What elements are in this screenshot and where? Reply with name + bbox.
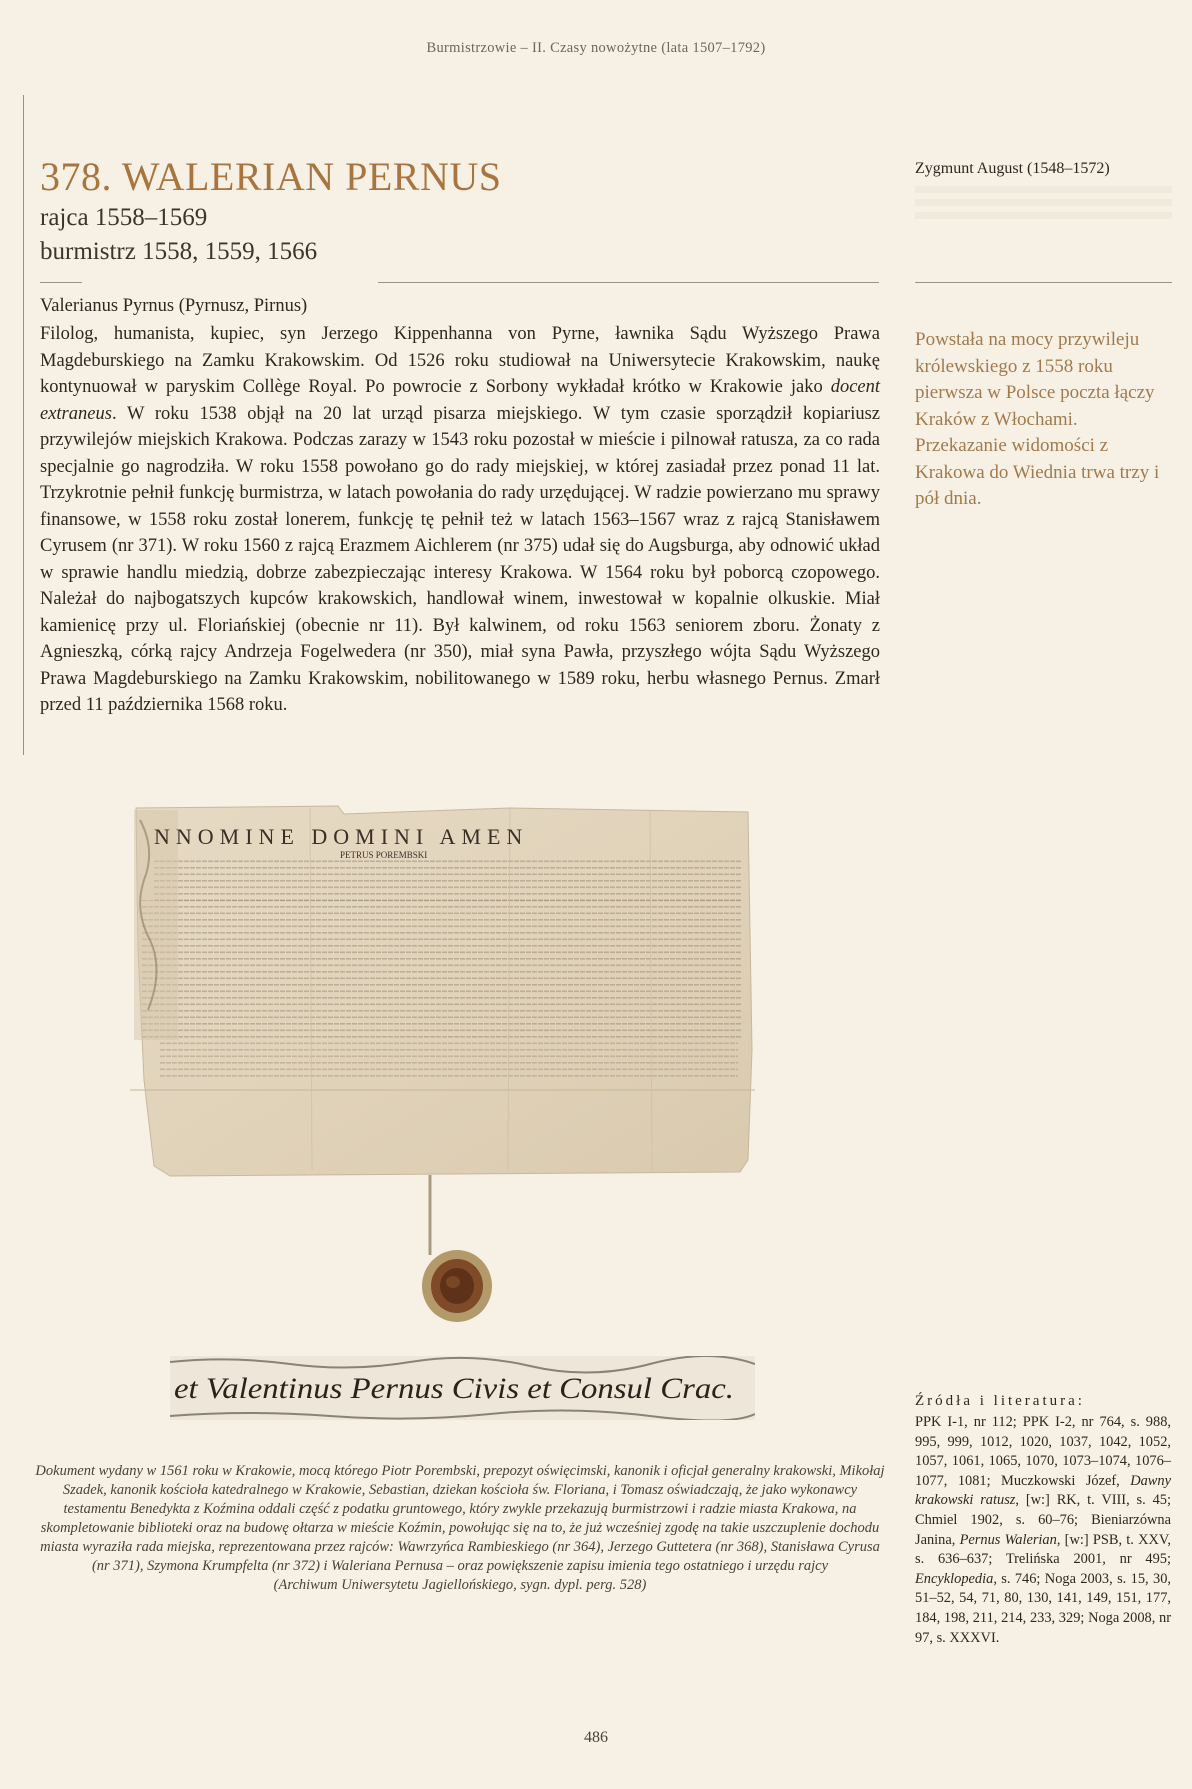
document-heading-text: NNOMINE DOMINI AMEN xyxy=(154,824,529,849)
page-number: 486 xyxy=(584,1729,608,1746)
role-councillor: rajca 1558–1569 xyxy=(40,204,208,231)
sources-part-2: , [w:] RK, t. VIII, s. 45; Chmiel 1902, s. 60–76; Bieniarzówna Janina, xyxy=(915,1492,1171,1548)
running-header: Burmistrzowie – II. Czasy nowożytne (lata 1507–1792) xyxy=(426,40,766,56)
vertical-rule xyxy=(23,95,24,755)
parchment-document-image xyxy=(130,800,755,1265)
sources-part-1: PPK I-1, nr 112; PPK I-2, nr 764, s. 988, 995, 999, 1012, 1020, 1037, 1042, 1052, 1057, 1061, 1065, 1070, 1073–1074, 1076–1077, 1081; Muczkowski Józef, xyxy=(915,1414,1171,1489)
sidebar-ruler xyxy=(915,160,1172,178)
signature-detail-image xyxy=(170,1356,755,1420)
latin-name: Valerianus Pyrnus (Pyrnusz, Pirnus) xyxy=(40,296,308,316)
sources-part-4: , s. 746; Noga 2003, s. 15, 30, 51–52, 54, 71, 80, 130, 141, 149, 151, 177, 184, 198, 211, 214, 233, 329; Noga 2008, nr 97, s. XXXVI. xyxy=(915,1570,1171,1646)
caption-archive: (Archiwum Uniwersytetu Jagiellońskiego, sygn. dypl. perg. 528) xyxy=(273,1577,647,1593)
document-name-text: PETRUS POREMBSKI xyxy=(340,850,428,860)
sources-heading: Źródła i literatura: xyxy=(915,1393,1085,1409)
signature-script-text: et Valentinus Pernus Civis et Consul Crac. xyxy=(174,1372,734,1405)
document-script-body xyxy=(142,900,742,1040)
biography-part-1: Filolog, humanista, kupiec, syn Jerzego Kippenhanna von Pyrne, ławnika Sądu Wyższego Prawa Magdeburskiego na Zamku Krakowskim. Od 1526 roku studiował na Uniwersytecie Krakowskim, naukę kontynuował w paryskim Collège Royal. Po powrocie z Sorbony wykładał krótko w Krakowie jako xyxy=(40,324,880,397)
biography-part-2: . W roku 1538 objął na 20 lat urząd pisarza miejskiego. W tym czasie sporządził kopiariusz przywilejów miejskich Krakowa. Podczas zarazy w 1543 roku pozostał w mieście i pilnował ratusza, za co rada specjalnie go nagrodziła. W roku 1558 powołano go do rady miejskiej, w której zasiadał przez ponad 11 lat. Trzykrotnie pełnił funkcję burmistrza, w latach powołania do rady urzędującej. W radzie powierzano mu sprawy finansowe, w 1558 roku został lonerem, funkcję tę pełnił też w latach 1563–1567 wraz z rajcą Stanisławem Cyrusem (nr 371). W roku 1560 z rajcą Erazmem Aichlerem (nr 375) udał się do Augsburga, aby odnowić układ w sprawie handlu miedzią, dobrze zabezpieczając interesy Krakowa. W 1564 roku był poborcą czopowego. Należał do najbogatszych kupców krakowskich, handlował winem, inwestował w kopalnie olkuskie. Miał kamienicę przy ul. Floriańskiej (obecnie nr 11). Był kalwinem, od roku 1563 seniorem zboru. Żonaty z Agnieszką, córką rajcy Andrzeja Fogelwedera (nr 350), miał syna Pawła, przyszłego wójta Sądu Wyższego Prawa Magdeburskiego na Zamku Krakowskim, nobilitowanego w 1589 roku, herbu własnego Pernus. Zmarł przed 11 października 1568 roku. xyxy=(40,403,880,715)
biography-text xyxy=(40,321,880,719)
ruler-name: Zygmunt August (1548–1572) xyxy=(915,160,1110,177)
wax-seal-image xyxy=(420,1248,494,1324)
separator-short xyxy=(40,282,82,283)
sources-italic-3: Encyklopedia xyxy=(915,1570,994,1587)
sidebar-note: Powstała na mocy przywileju królewskiego z 1558 roku pierwsza w Polsce poczta łączy Kraków z Włochami. Przekazanie widomości z Krakowa do Wiednia trwa trzy i pół dnia. xyxy=(915,329,1160,509)
sidebar-separator xyxy=(915,282,1172,283)
figure-caption xyxy=(30,1462,890,1595)
caption-text: Dokument wydany w 1561 roku w Krakowie, mocą którego Piotr Porembski, prepozyt oświęcimski, kanonik i oficjał generalny krakowski, Mikołaj Szadek, kanonik kościoła katedralnego w Krakowie, Sebastian, dziekan kościoła św. Floriana, i Tomasz oświadczają, że jako wykonawcy testamentu Benedykta z Koźmina oddali część z podatku gruntowego, który zwykle przekazują burmistrzowi i radzie miasta Krakowa, na skompletowanie biblioteki oraz na budowę ołtarza w mieście Koźmin, powołując się na to, że już wcześniej zgodę na takie uszczuplenie dochodu miasta wyraziła rada miejska, reprezentowana przez rajców: Wawrzyńca Rambieskiego (nr 364), Jerzego Guttetera (nr 368), Stanisława Cyrusa (nr 371), Szymona Krumpfelta (nr 372) i Waleriana Pernusa – oraz powiększenie zapisu imienia tego ostatniego i urzędu rajcy xyxy=(35,1463,885,1574)
sources-part-3: , [w:] PSB, t. XXV, s. 636–637; Trelińska 2001, nr 495; xyxy=(915,1531,1171,1568)
entry-title: 378. WALERIAN PERNUS xyxy=(40,154,502,199)
ruler-ghost-show-through xyxy=(915,186,1172,220)
role-mayor: burmistrz 1558, 1559, 1566 xyxy=(40,238,318,265)
sources-text xyxy=(915,1413,1171,1648)
biography-italic-term: docent extraneus xyxy=(40,377,880,424)
sources-italic-1: Dawny krakowski ratusz xyxy=(915,1472,1171,1509)
sources-italic-2: Pernus Walerian xyxy=(959,1531,1057,1548)
separator-long xyxy=(378,282,879,283)
